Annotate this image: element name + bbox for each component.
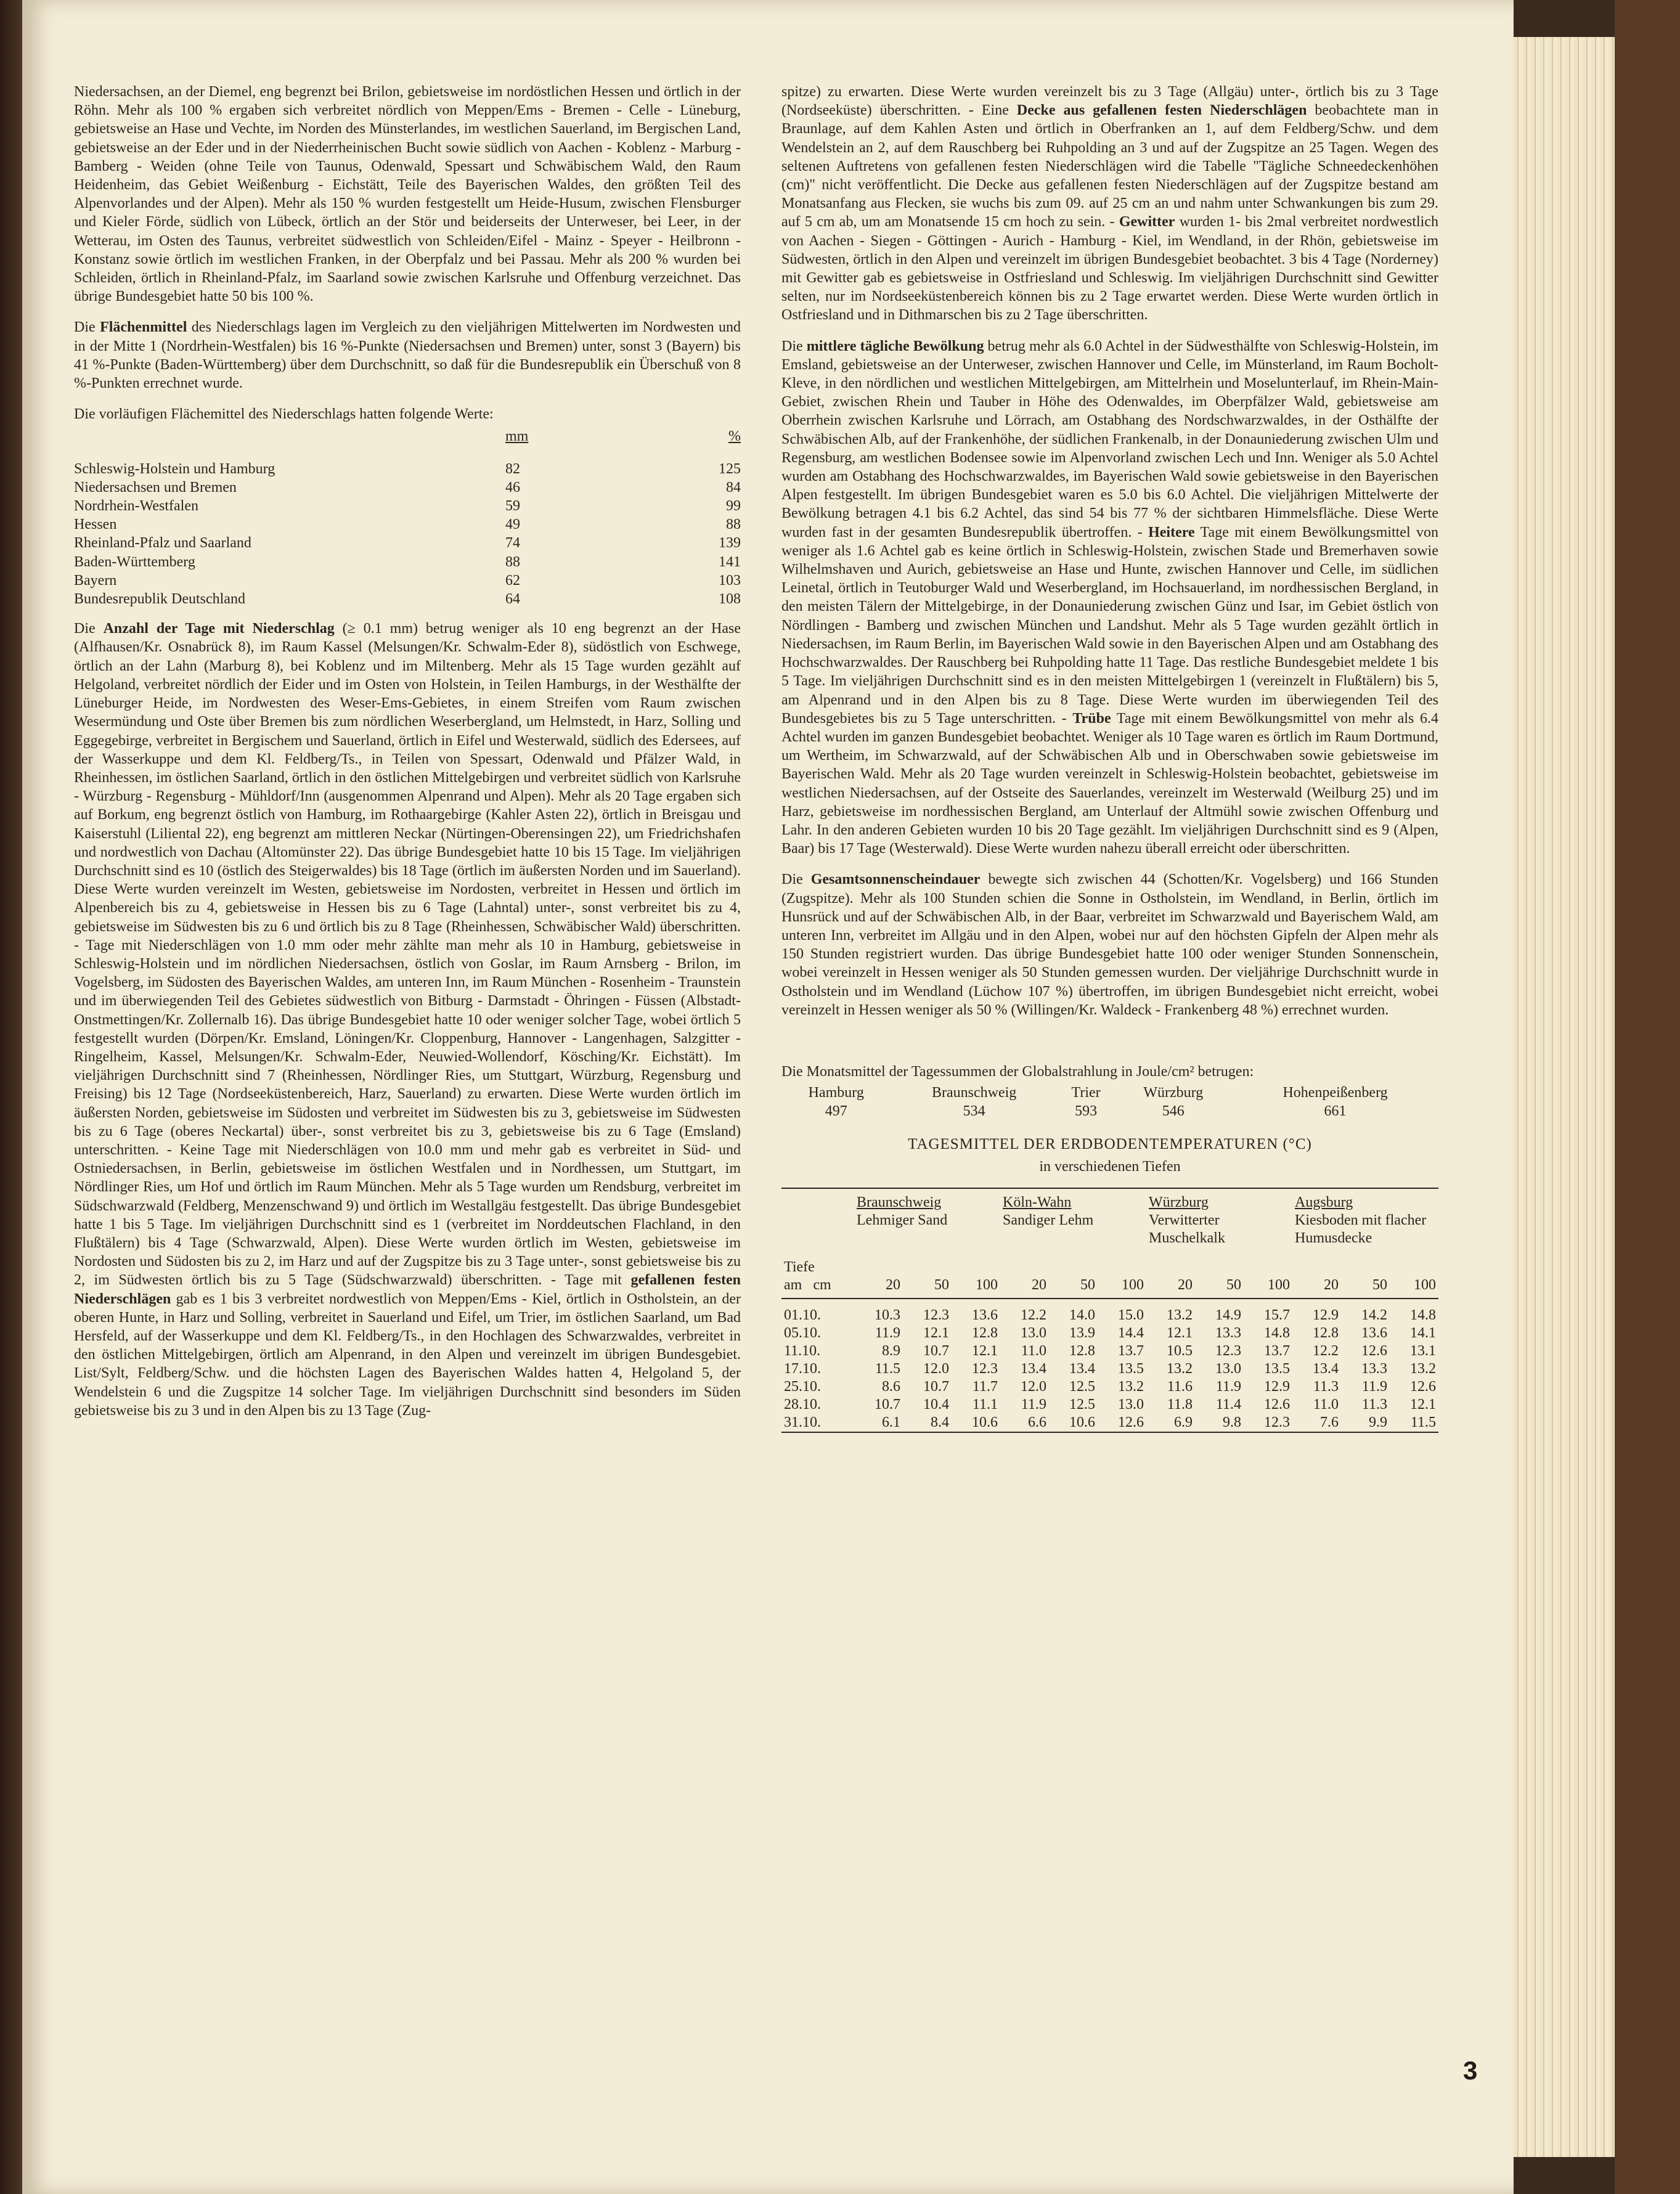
station-value: 546 [1162, 1103, 1185, 1120]
mm-cell: 46 [505, 479, 520, 495]
left-column [74, 83, 741, 1432]
text-run: betrug mehr als 6.0 Achtel in der Südwesthälfte von Schleswig-Holstein, im Emsland, gebietsweise an der Unterweser, zwischen Hannover und Celle, im Münsterland, im Raum Bocholt-Kleve, in den nördlichen und westlichen Mittelgebirgen, am Mittelrhein und Moselunterlauf, im Rhein-Main-Gebiet, zwischen Rhein und Tauber in Höhe des Odenwaldes, im Oberpfälzer Wald, gebietsweise am Oberrhein zwischen Karlsruhe und Lörrach, am Ostabhang des Nordschwarzwaldes, in der Osthälfte der Schwäbischen Alb, auf der Frankenhöhe, der südlichen Frankenalb, in der Donauniederung zwischen Ulm und Regensburg, am westlichen Bodensee sowie im Alpenvorland zwischen Lech und Inn. Weniger als 5.0 Achtel wurden am Ostabhang des Hochschwarzwaldes, im Bayerischen Wald sowie gebietsweise in den Bayerischen Alpen festgestellt. Im übrigen Bundesgebiet waren es 5.0 bis 6.0 Achtel. Die vieljährigen Mittelwerte der Bewölkung betragen 4.1 bis 6.2 Achtel, das sind 54 bis 77 % der sichtbaren Himmelsfläche. Diese Werte wurden fast in der gesamten Bundesrepublik übertroffen. - [781, 338, 1438, 540]
date-cell: 01.10. [784, 1307, 821, 1323]
temperature-cell: 11.9 [875, 1324, 900, 1341]
temperature-cell: 12.2 [1313, 1342, 1339, 1359]
temperature-cell: 13.6 [972, 1307, 998, 1323]
header-mm: mm [505, 428, 529, 445]
temperature-cell: 11.8 [1167, 1396, 1193, 1413]
temperature-cell: 9.9 [1369, 1414, 1387, 1430]
temperature-cell: 13.2 [1167, 1360, 1193, 1377]
soil-temperature-table [781, 1188, 1438, 1433]
temperature-cell: 13.0 [1215, 1360, 1241, 1377]
paragraph-global-radiation: Die Monatsmittel der Tagessummen der Globalstrahlung in Joule/cm² betrugen: [781, 1063, 1254, 1080]
temperature-cell: 9.8 [1223, 1414, 1241, 1430]
depth-header: 100 [1098, 1276, 1146, 1299]
region-cell: Schleswig-Holstein und Hamburg [74, 460, 275, 477]
text-run: Die [74, 621, 104, 637]
temperature-cell: 11.9 [1361, 1378, 1387, 1395]
temperature-cell: 12.6 [1410, 1378, 1436, 1395]
mm-cell: 62 [505, 572, 520, 589]
book-binding [0, 0, 22, 2194]
right-column [781, 83, 1438, 1433]
percent-cell: 125 [719, 460, 741, 477]
region-cell: Baden-Württemberg [74, 553, 195, 570]
depth-header: 50 [1341, 1276, 1390, 1299]
temperature-cell: 14.1 [1410, 1324, 1436, 1341]
depth-header: 100 [1390, 1276, 1438, 1299]
mm-cell: 64 [505, 591, 520, 608]
temperature-cell: 13.1 [1410, 1342, 1436, 1359]
temperature-cell: 11.0 [1313, 1396, 1339, 1413]
text-run: Die [74, 319, 100, 336]
temperature-cell: 11.9 [1215, 1378, 1241, 1395]
temperature-cell: 12.1 [1167, 1324, 1193, 1341]
header-region [74, 427, 505, 446]
precipitation-row [74, 478, 741, 497]
soil-type: Verwitterter Muschelkalk [1149, 1212, 1225, 1246]
temperature-cell: 12.0 [1021, 1378, 1046, 1395]
temperature-cell: 7.6 [1320, 1414, 1339, 1430]
mm-cell: 88 [505, 553, 520, 570]
temperature-cell: 8.9 [882, 1342, 900, 1359]
text-run: Die [781, 871, 811, 888]
temperature-cell: 12.6 [1118, 1414, 1144, 1430]
depth-header: 20 [1146, 1276, 1195, 1299]
temperature-cell: 11.5 [875, 1360, 900, 1377]
region-cell: Bundesrepublik Deutschland [74, 591, 245, 608]
depth-header: 20 [854, 1276, 903, 1299]
temperature-cell: 6.6 [1028, 1414, 1046, 1430]
temperature-cell: 13.0 [1021, 1324, 1046, 1341]
soil-table-subtitle: in verschiedenen Tiefen [1039, 1159, 1181, 1175]
temperature-cell: 13.7 [1264, 1342, 1290, 1359]
date-cell: 25.10. [784, 1378, 821, 1395]
precipitation-rows [74, 460, 741, 609]
depth-header: 100 [952, 1276, 1000, 1299]
mm-cell: 82 [505, 460, 520, 477]
depth-header-row [781, 1276, 1438, 1299]
precipitation-row [74, 590, 741, 608]
bold-term: gefallenen festen Niederschlägen [74, 1272, 741, 1307]
precipitation-table [74, 427, 741, 608]
station-value: 534 [963, 1103, 985, 1120]
temperature-cell: 10.7 [923, 1378, 949, 1395]
region-cell: Hessen [74, 516, 117, 533]
temperature-cell: 13.2 [1118, 1378, 1144, 1395]
temperature-cell: 13.4 [1021, 1360, 1046, 1377]
temperature-cell: 12.3 [1264, 1414, 1290, 1430]
paragraph-area-means [74, 318, 741, 393]
percent-cell: 99 [726, 498, 741, 515]
precipitation-row [74, 534, 741, 552]
paragraph-preliminary-values: Die vorläufigen Flächemittel des Niederschlags hatten folgende Werte: [74, 406, 494, 423]
precipitation-row [74, 497, 741, 515]
bold-term: Gesamtsonnenscheindauer [810, 871, 981, 888]
soil-row [781, 1378, 1438, 1396]
paragraph-precipitation-percent: Niedersachsen, an der Diemel, eng begrenzt bei Brilon, gebietsweise im nordöstlichen Hessen und örtlich in der Röhn. Mehr als 100 % ergaben sich verbreitet nördlich von Meppen/Ems - Bremen - Celle - Lüneburg, gebietsweise an Hase und Vechte, im Norden des Münsterlandes, im westlichen Sauerland, im Bergischen Land, gebietsweise an der Eder und in der Niederrheinischen Bucht sowie südlich von Aachen - Koblenz - Marburg - Bamberg - Weiden (ohne Teile von Taunus, Odenwald, Spessart und Schwäbischem Wald, den Raum Heidenheim, das Gebiet Weißenburg - Eichstätt, Teile des Bayerischen Waldes, den größten Teil des Alpenvorlandes und der Alpen). Mehr als 150 % wurden festgestellt um Heide-Husum, zwischen Flensburger und Kieler Förde, südlich von Lübeck, örtlich an der Stör und beiderseits der Unterweser, bei Leer, in der Wetterau, im Osten des Taunus, verbreitet südwestlich von Schleiden/Eifel - Mainz - Speyer - Heilbronn - Konstanz sowie örtlich im westlichen Franken, in der Oberpfalz und bei Passau. Mehr als 200 % wurden bei Schleiden, örtlich in Rheinland-Pfalz, im Saarland sowie zwischen Karlsruhe und Offenburg verzeichnet. Das übrige Bundesgebiet hatte 50 bis 100 %. [74, 84, 741, 305]
station-name: Würzburg [1143, 1085, 1204, 1101]
temperature-cell: 12.0 [923, 1360, 949, 1377]
bold-term: mittlere tägliche Bewölkung [806, 338, 984, 354]
region-cell: Rheinland-Pfalz und Saarland [74, 535, 251, 552]
date-cell: 31.10. [784, 1414, 821, 1430]
text-run: Die [781, 338, 807, 354]
temperature-cell: 12.1 [972, 1342, 998, 1359]
global-value-row [781, 1102, 1438, 1120]
temperature-cell: 13.3 [1215, 1324, 1241, 1341]
paragraph-sunshine [781, 870, 1438, 1019]
bold-term: Gewitter [1119, 214, 1175, 230]
station-name: Braunschweig [931, 1085, 1017, 1101]
soil-type: Lehmiger Sand [857, 1212, 948, 1228]
depth-header: 20 [1292, 1276, 1341, 1299]
depth-header: 50 [1049, 1276, 1098, 1299]
depth-header: 100 [1244, 1276, 1292, 1299]
book-cover-edge [1615, 0, 1680, 2194]
station-name: Hohenpeißenberg [1282, 1085, 1388, 1101]
temperature-cell: 13.2 [1167, 1307, 1193, 1323]
date-cell: 17.10. [784, 1360, 821, 1377]
temperature-cell: 14.0 [1069, 1307, 1095, 1323]
global-station-row [781, 1083, 1438, 1102]
depth-header: 20 [1000, 1276, 1049, 1299]
soil-table-title: TAGESMITTEL DER ERDBODENTEMPERATUREN (°C) [908, 1136, 1312, 1153]
temperature-cell: 12.5 [1069, 1378, 1095, 1395]
temperature-cell: 14.9 [1215, 1307, 1241, 1323]
temperature-cell: 6.1 [882, 1414, 900, 1430]
soil-row [781, 1324, 1438, 1342]
soil-row [781, 1342, 1438, 1360]
temperature-cell: 14.8 [1410, 1307, 1436, 1323]
temperature-cell: 6.9 [1174, 1414, 1193, 1430]
temperature-cell: 12.9 [1264, 1378, 1290, 1395]
text-run: des Niederschlags lagen im Vergleich zu den vieljährigen Mittelwerten im Nordwesten und in der Mitte 1 (Nordrhein-Westfalen) bis 16 %-Punkte (Niedersachsen und Bremen) unter, sonst 3 (Bayern) bis 41 %-Punkte (Baden-Württemberg) über dem Durchschnitt, so daß für die Bundesrepublik ein Überschuß von 8 %-Punkten errechnet wurde. [74, 319, 741, 392]
bold-term: Anzahl der Tage mit Niederschlag [103, 621, 335, 637]
site-header [1146, 1188, 1292, 1247]
soil-data-rows [781, 1299, 1438, 1432]
site-name: Augsburg [1295, 1194, 1353, 1210]
soil-row [781, 1396, 1438, 1414]
depth-label-row [781, 1247, 1438, 1276]
page-number: 3 [1463, 2056, 1478, 2085]
text-run: Tage mit einem Bewölkungsmittel von weniger als 1.6 Achtel gab es keine örtlich in Schleswig-Holstein, zwischen Stade und Bremerhaven sowie Wilhelmshaven und Aurich, gebietsweise an Hase und Hunte, zwischen Hannover und Celle, im südlichen Leinetal, örtlich in Teutoburger Wald und Weserbergland, im Hochsauerland, im nordhessischen Bergland, in den meisten Tälern der Mittelgebirge, in der Donauniederung zwischen Günz und Isar, im Gebiet östlich von Nördlingen - Bamberg und zwischen München und Landshut. Mehr als 5 Tage wurden gezählt örtlich in Niedersachsen, im Raum Berlin, im Bayerischen Wald sowie in den Bayerischen Alpen und am Ostabhang des Hochschwarzwaldes. Der Rauschberg bei Ruhpolding hatte 11 Tage. Das restliche Bundesgebiet meldete 1 bis 5 Tage. Im vieljährigen Durchschnitt sind es in den meisten Mittelgebirgen 1 (vereinzelt in Flußtälern) bis 5, am Alpenrand und in den Alpen bis zu 8 Tage. Diese Werte wurden im überwiegenden Teil des Bundesgebietes bis zu 5 Tage unterschritten. - [781, 524, 1438, 727]
mm-cell: 59 [505, 498, 520, 515]
station-value: 661 [1324, 1103, 1347, 1120]
header-percent: % [728, 428, 741, 445]
temperature-cell: 10.6 [972, 1414, 998, 1430]
soil-row [781, 1360, 1438, 1378]
site-header [1292, 1188, 1438, 1247]
temperature-cell: 13.5 [1264, 1360, 1290, 1377]
percent-cell: 84 [726, 479, 741, 495]
depth-header: 50 [1195, 1276, 1244, 1299]
text-run: Tage mit einem Bewölkungsmittel von mehr als 6.4 Achtel wurden im ganzen Bundesgebiet beobachtet. Weniger als 10 Tage waren es örtlich im Raum Dortmund, um Wertheim, im Schwarzwald, auf der Schwäbischen Alb und in Oberschwaben sowie gebietsweise im Bayerischen Wald. Mehr als 20 Tage wurden vereinzelt in Schleswig-Holstein beobachtet, gebietsweise im westlichen Niedersachsen, auf der Ostseite des Sauerlandes, vereinzelt im Westerwald (Weilburg 25) und im Harz, gebietsweise im nordhessischen Bergland, am Unterlauf der Altmühl sowie zwischen Offenburg und Lahr. In den anderen Gebieten wurden 10 bis 20 Tage gezählt. Im vieljährigen Durchschnitt sind es 9 (Alpen, Baar) bis 17 Tage (Westerwald). Diese Werte wurden nahezu überall erreicht oder überschritten. [781, 710, 1438, 857]
date-cell: 11.10. [784, 1342, 821, 1359]
soil-type: Kiesboden mit flacher Humusdecke [1295, 1212, 1427, 1246]
temperature-cell: 10.5 [1167, 1342, 1193, 1359]
precipitation-row [74, 571, 741, 590]
site-name: Würzburg [1149, 1194, 1209, 1210]
temperature-cell: 12.3 [972, 1360, 998, 1377]
percent-cell: 88 [726, 516, 741, 533]
am-label: am [784, 1276, 802, 1293]
region-cell: Niedersachsen und Bremen [74, 479, 237, 495]
date-cell: 05.10. [784, 1324, 821, 1341]
temperature-cell: 13.7 [1118, 1342, 1144, 1359]
region-cell: Nordrhein-Westfalen [74, 498, 198, 515]
temperature-cell: 12.8 [1069, 1342, 1095, 1359]
temperature-cell: 13.4 [1313, 1360, 1339, 1377]
soil-type: Sandiger Lehm [1003, 1212, 1094, 1228]
temperature-cell: 11.6 [1167, 1378, 1193, 1395]
temperature-cell: 14.4 [1118, 1324, 1144, 1341]
paragraph-snow-cover [781, 83, 1438, 325]
temperature-cell: 14.2 [1361, 1307, 1387, 1323]
soil-site-row [781, 1188, 1438, 1247]
temperature-cell: 13.6 [1361, 1324, 1387, 1341]
depth-label: Tiefe [784, 1258, 815, 1275]
date-unit-header [781, 1276, 854, 1299]
blank-cell [781, 1188, 854, 1247]
text-run: wurden 1- bis 2mal verbreitet nordwestlich von Aachen - Siegen - Göttingen - Aurich - Hamburg - Kiel, im Wendland, in der Rhön, gebietsweise im Südwesten, örtlich in den Alpen und vereinzelt im übrigen Bundesgebiet beobachtet. 3 bis 4 Tage (Norderney) mit Gewitter gab es gebietsweise in Ostfriesland und Schleswig. Im vieljährigen Durchschnitt sind Gewitter selten, nur im Nordseeküstenbereich können bis zu 2 Tage erwartet werden. Diese Werte wurden örtlich in Ostfriesland und in Dithmarschen bis zu 2 Tage überschritten. [781, 214, 1438, 324]
cm-label: cm [813, 1276, 831, 1293]
temperature-cell: 12.8 [1313, 1324, 1339, 1341]
temperature-cell: 11.5 [1410, 1414, 1436, 1430]
temperature-cell: 13.4 [1069, 1360, 1095, 1377]
temperature-cell: 8.4 [931, 1414, 949, 1430]
text-run: bewegte sich zwischen 44 (Schotten/Kr. Vogelsberg) und 166 Stunden (Zugspitze). Mehr als 100 Stunden schien die Sonne in Ostholstein, im Wendland, in Berlin, örtlich im Hunsrück und auf der Schwäbischen Alb, in der Baar, verbreitet im Schwarzwald und Bayerischem Wald, am unteren Inn, verbreitet im Allgäu und in den Alpen, wobei nur auf den höchsten Gipfeln der Alpen mehr als 150 Stunden registriert wurden. Das übrige Bundesgebiet hatte 100 oder weniger Stunden Sonnenschein, wobei vereinzelt in Hessen weniger als 50 Stunden gemessen wurden. Der vieljährige Durchschnitt wurde in Ostholstein und im Wendland (Lüchow 107 %) übertroffen, im übrigen Bundesgebiet nicht erreicht, wobei vereinzelt in Hessen weniger als 50 % (Willingen/Kr. Waldeck - Frankenberg 48 %) errechnet wurden. [781, 871, 1438, 1018]
temperature-cell: 12.5 [1069, 1396, 1095, 1413]
bold-term: Trübe [1072, 710, 1111, 727]
bold-term: Heitere [1148, 524, 1195, 540]
temperature-cell: 11.9 [1021, 1396, 1046, 1413]
precipitation-header-row [74, 427, 741, 446]
mm-cell: 49 [505, 516, 520, 533]
text-run: gab es 1 bis 3 verbreitet nordwestlich von Meppen/Ems - Kiel, örtlich in Ostholstein, an der oberen Hunte, in Harz und Solling, verbreitet in Sauerland und Eifel, um Trier, im östlichen Saarland, um Bad Hersfeld, auf der Wasserkuppe und dem Kl. Feldberg/Ts., in den Hochlagen des Schwarzwaldes, verbreitet in den östlichen Mittelgebirgen, örtlich am Alpenrand, in den Alpen und vereinzelt im übrigen Bundesgebiet. List/Sylt, Feldberg/Schw. und die höchsten Lagen des Bayerischen Waldes hatten 4, Helgoland 5, der Wendelstein 6 und die Zugspitze 14 solcher Tage. Im vieljährigen Durchschnitt sind besonders im Süden gebietsweise bis zu 3 und in den Alpen bis zu 13 Tage (Zug- [74, 1291, 741, 1419]
temperature-cell: 13.3 [1361, 1360, 1387, 1377]
temperature-cell: 10.4 [923, 1396, 949, 1413]
percent-cell: 139 [719, 535, 741, 552]
site-header [1000, 1188, 1146, 1247]
percent-cell: 103 [719, 572, 741, 589]
soil-row [781, 1299, 1438, 1324]
temperature-cell: 13.5 [1118, 1360, 1144, 1377]
precipitation-row [74, 553, 741, 571]
temperature-cell: 12.8 [972, 1324, 998, 1341]
temperature-cell: 15.0 [1118, 1307, 1144, 1323]
station-value: 497 [825, 1103, 847, 1120]
global-radiation-table [781, 1083, 1438, 1120]
temperature-cell: 11.3 [1313, 1378, 1339, 1395]
site-name: Braunschweig [857, 1194, 942, 1210]
document-page [22, 0, 1514, 2194]
station-value: 593 [1075, 1103, 1098, 1120]
temperature-cell: 10.7 [923, 1342, 949, 1359]
text-run: spitze) zu erwarten. Diese Werte wurden vereinzelt bis zu 3 Tage (Allgäu) unter-, örtlich bis zu 3 Tage (Nordseeküste) überschritten. - Eine [781, 84, 1438, 119]
temperature-cell: 12.2 [1021, 1307, 1046, 1323]
temperature-cell: 13.9 [1069, 1324, 1095, 1341]
temperature-cell: 12.9 [1313, 1307, 1339, 1323]
temperature-cell: 12.6 [1264, 1396, 1290, 1413]
text-run: beobachtete man in Braunlage, auf dem Kahlen Asten und örtlich in Oberfranken an 1, auf dem Feldberg/Schw. und dem Wendelstein an 2, auf dem Rauschberg bei Ruhpolding an 3 und auf der Zugspitze an 25 Tagen. Wegen des seltenen Auftretens von gefallenen festen Niederschlägen wird die Tabelle "Tägliche Schneedeckenhöhen (cm)" nicht veröffentlicht. Die Decke aus gefallenen festen Niederschlägen auf der Zugspitze bestand am Monatsanfang aus Flecken, sie wuchs bis zum 09. auf 25 cm an und nahm unter Schwankungen bis zum 29. auf 5 cm ab, um am Monatsende 15 cm hoch zu sein. - [781, 102, 1439, 230]
percent-cell: 108 [719, 591, 741, 608]
temperature-cell: 10.6 [1069, 1414, 1095, 1430]
temperature-cell: 13.0 [1118, 1396, 1144, 1413]
site-name: Köln-Wahn [1003, 1194, 1072, 1210]
temperature-cell: 13.2 [1410, 1360, 1436, 1377]
station-name: Trier [1071, 1085, 1101, 1101]
temperature-cell: 12.3 [923, 1307, 949, 1323]
precipitation-row [74, 460, 741, 478]
mm-cell: 74 [505, 535, 520, 552]
date-cell: 28.10. [784, 1396, 821, 1413]
temperature-cell: 8.6 [882, 1378, 900, 1395]
percent-cell: 141 [719, 553, 741, 570]
temperature-cell: 10.7 [875, 1396, 900, 1413]
temperature-cell: 12.6 [1361, 1342, 1387, 1359]
paragraph-cloud-cover [781, 337, 1438, 858]
station-name: Hamburg [808, 1085, 864, 1101]
temperature-cell: 12.1 [1410, 1396, 1436, 1413]
site-header [854, 1188, 1000, 1247]
spacer-row [74, 446, 741, 460]
temperature-cell: 11.0 [1021, 1342, 1046, 1359]
temperature-cell: 11.1 [972, 1396, 998, 1413]
temperature-cell: 12.3 [1215, 1342, 1241, 1359]
paragraph-days-with-precipitation [74, 619, 741, 1420]
soil-row [781, 1414, 1438, 1432]
depth-header: 50 [903, 1276, 952, 1299]
temperature-cell: 11.4 [1215, 1396, 1241, 1413]
temperature-cell: 10.3 [875, 1307, 900, 1323]
temperature-cell: 11.3 [1361, 1396, 1387, 1413]
bold-term: Flächenmittel [100, 319, 187, 336]
text-run: (≥ 0.1 mm) betrug weniger als 10 eng begrenzt an der Hase (Alfhausen/Kr. Osnabrück 8), im Raum Kassel (Melsungen/Kr. Schwalm-Eder 8), südöstlich von Eschwege, örtlich an der Lahn (Marburg 8), bei Koblenz und im Miltenberg. Mehr als 15 Tage wurden gezählt auf Helgoland, verbreitet nördlich der Eider und im Osten von Holstein, in Teilen Hamburgs, in der Westhälfte der Lüneburger Heide, im Nordwesten des Weser-Ems-Gebietes, in einem Streifen vom Raum zwischen Wesermündung und Oste über Bremen bis zum nördlichen Weserbergland, um Helmstedt, in Harz, Solling und Eggegebirge, verbreitet in Bergischem und Sauerland, örtlich in Eifel und Westerwald, südlich des Edersees, auf der Wasserkuppe und dem Kl. Feldberg/Ts., in Teilen von Spessart, Odenwald und Pfälzer Wald, in Rheinhessen, im östlichen Saarland, örtlich in den östlichen Mittelgebirgen und verbreitet südlich von Karlsruhe - Würzburg - Regensburg - Mühldorf/Inn (ausgenommen Alpenrand und Alpen). Mehr als 20 Tage ergaben sich auf Borkum, eng begrenzt östlich von Hamburg, im Rothaargebirge (Kahler Asten 22), örtlich in Breisgau und Kaiserstuhl (Liliental 22), eng begrenzt am mittleren Neckar (Nürtingen-Oberensingen 22), um Friedrichshafen und nordwestlich von Dachau (Altomünster 22). Das übrige Bundesgebiet hatte 10 bis 15 Tage. Im vieljährigen Durchschnitt sind es 10 (östlich des Steigerwaldes) bis 18 Tage (örtlich im äußersten Norden und im Sauerland). Diese Werte wurden vereinzelt im Westen, gebietsweise im Nordosten, verbreitet in Hessen und örtlich im Alpenbereich bis zu 4, gebietsweise in Hessen bis zu 6 Tage (Lahntal) unter-, sonst verbreitet bis zu 4, gebietsweise im Südwesten bis zu 6 und örtlich bis zu 8 Tage (Rheinhessen, Schwäbischer Wald) überschritten. - Tage mit Niederschlägen von 1.0 mm oder mehr zählte man mehr als 10 in Hamburg, gebietsweise in Schleswig-Holstein und im nördlichen Niedersachsen, östlich von Goslar, im Raum Arnsberg - Brilon, im Vogelsberg, im Südosten des Bayerischen Waldes, am unteren Inn, im Raum München - Rosenheim - Traunstein und im überwiegenden Teil des Gebietes südwestlich von Bitburg - Darmstadt - Öhringen - Füssen (Albstadt-Onstmettingen/Kr. Zollernalb 16). Das übrige Bundesgebiet hatte 10 oder weniger solcher Tage, wobei örtlich 5 festgestellt wurden (Dörpen/Kr. Emsland, Löningen/Kr. Cloppenburg, Hannover - Langenhagen, Salzgitter - Ringelheim, Kassel, Melsungen/Kr. Schwalm-Eder, Neuwied-Wollendorf, Kösching/Kr. Eichstätt). Im vieljährigen Durchschnitt sind 7 (Rheinhessen, Nördlinger Ries, um Stuttgart, Würzburg, Regensburg und Freising) bis 12 Tage (Nordseeküstenbereich, Harz, Sauerland) zu erwarten. Diese Werte wurden örtlich im äußersten Norden, gebietsweise im Südosten und verbreitet im Südwesten bis zu 3, gebietsweise im Südwesten bis zu 6 Tage (oberes Neckartal) über-, sonst verbreitet bis zu 3, gebietsweise bis zu 6 Tage (Emsland) unterschritten. - Keine Tage mit Niederschlägen von 10.0 mm und mehr gab es verbreitet in Süd- und Ostniedersachsen, in Berlin, gebietsweise im östlichen Westfalen und in Nordhessen, um Stuttgart, im Nördlinger Ries, um Hof und örtlich im Raum München. Mehr als 5 Tage wurden um Rendsburg, verbreitet im Südschwarzwald (Feldberg, Menzenschwand 9) und örtlich im Westallgäu festgestellt. Das übrige Bundesgebiet hatte 1 bis 5 Tage. Im vieljährigen Durchschnitt sind es 1 (verbreitet im Norddeutschen Flachland, in den Flußtälern) bis 4 Tage (Schwarzwald, Alpen). Diese Werte wurden örtlich im Westen, gebietsweise im Nordosten und Südosten bis zu 2, im Harz und auf der Zugspitze bis zu 3 Tage unter-, sonst gebietsweise bis zu 2, im Südwesten örtlich bis zu 5 Tage (Südschwarzwald) überschritten. - Tage mit [74, 621, 741, 1289]
temperature-cell: 15.7 [1264, 1307, 1290, 1323]
bold-term: Decke aus gefallenen festen Niederschlägen [1016, 102, 1307, 119]
precipitation-row [74, 515, 741, 534]
temperature-cell: 11.7 [972, 1378, 998, 1395]
region-cell: Bayern [74, 572, 117, 589]
temperature-cell: 14.8 [1264, 1324, 1290, 1341]
temperature-cell: 12.1 [923, 1324, 949, 1341]
